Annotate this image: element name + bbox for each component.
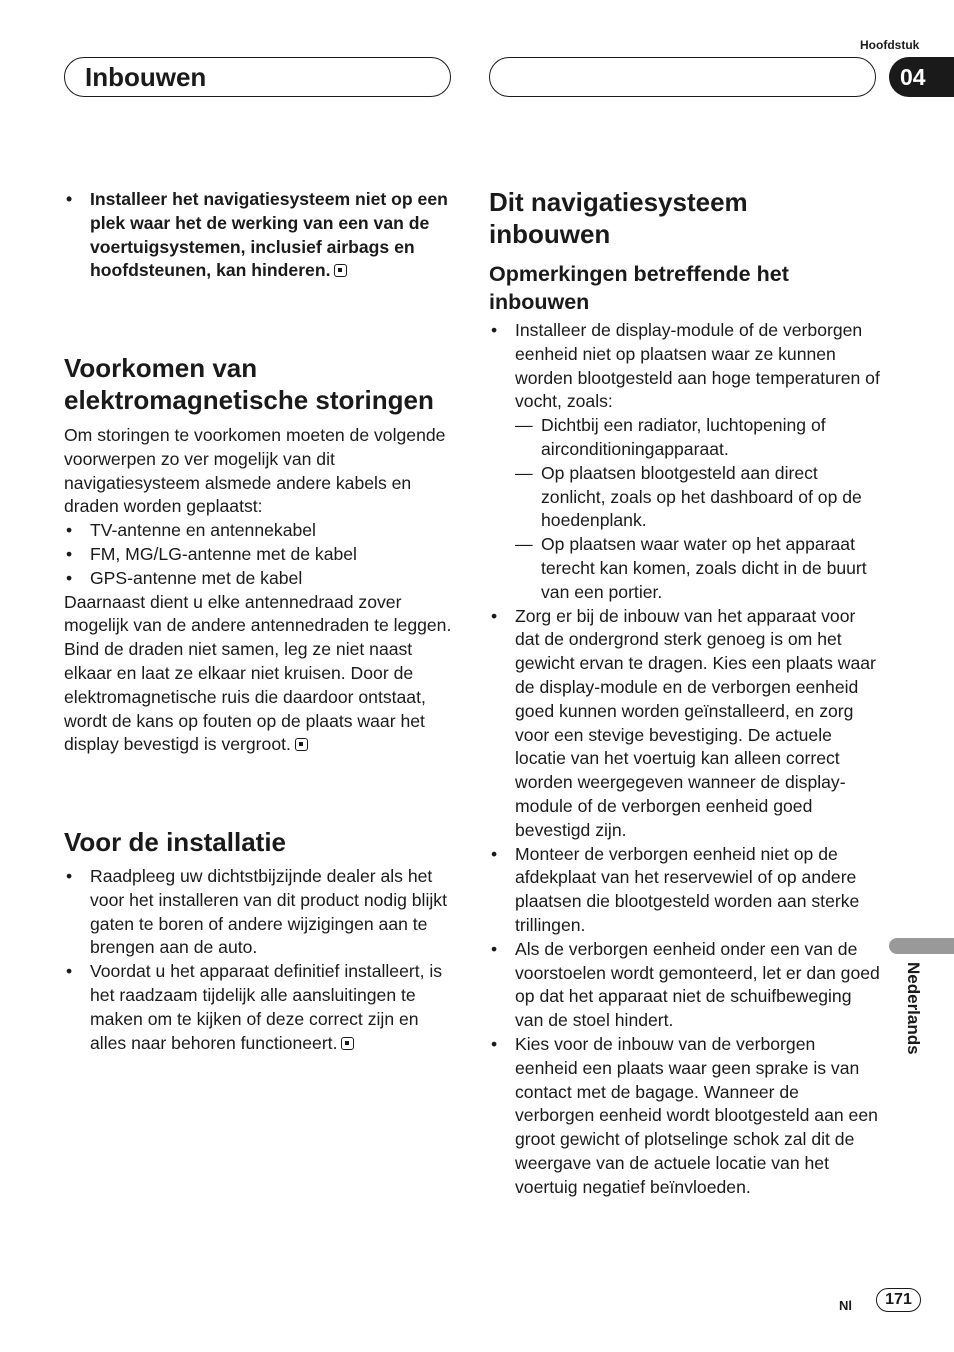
footer-language-code: Nl <box>839 1298 852 1313</box>
section-title: Inbouwen <box>85 62 207 92</box>
list-item: • Kies voor de inbouw van de verborgen eenheid een plaats waar geen sprake is van contact met de bagage. Wanneer de verborgen eenheid wordt blootgesteld aan een groot gewicht of plotselinge schok zal dit de weergave van de actuele locatie van het voertuig negatief beïnvloeden. <box>489 1033 881 1200</box>
list-item: • Zorg er bij de inbouw van het apparaat voor dat de ondergrond sterk genoeg is om het gewicht ervan te dragen. Kies een plaats waar de display-module en de verborgen eenheid goed kunnen worden geïnstalleerd, en zorg voor een stevige bevestiging. De actuele locatie van het voertuig kan alleen correct worden weergegeven wanneer de display-module of de verborgen eenheid goed bevestigd zijn. <box>489 605 881 843</box>
header-empty-box <box>489 57 876 97</box>
list-item: • Monteer de verborgen eenheid niet op de afdekplaat van het reservewiel of op andere plaatsen die blootgesteld worden aan sterke trillingen. <box>489 843 881 938</box>
list-item: • GPS-antenne met de kabel <box>64 567 456 591</box>
install-subheading: Opmerkingen betreffende het inbouwen <box>489 262 789 314</box>
list-item: • Installeer de display-module of de verborgen eenheid niet op plaatsen waar ze kunnen worden blootgesteld aan hoge temperaturen of vocht, zoals: — Dichtbij een radiator, luchtopening of airconditioningapparaat. — Op plaatsen blootgesteld aan direct zonlicht, zoals op het dashboard of op de hoedenplank. — Op plaatsen waar water op het apparaat terecht kan komen, zoals dicht in de buurt van een portier. <box>489 319 881 605</box>
list-item: • Installeer het navigatiesysteem niet op een plek waar het de werking van een van de voertuigsystemen, inclusief airbags en hoofdsteunen, kan hinderen. <box>64 188 454 283</box>
list-item: • Raadpleeg uw dichtstbijzijnde dealer als het voor het installeren van dit product nodig blijkt gaten te boren of andere wijzigingen aan te brengen aan de auto. <box>64 865 456 960</box>
list-item: • Als de verborgen eenheid onder een van de voorstoelen wordt gemonteerd, let er dan goed op dat het apparaat niet de schuifbeweging van de stoel hindert. <box>489 938 881 1033</box>
emi-body: Daarnaast dient u elke antennedraad zover mogelijk van de andere antennedraden te leggen. Bind de draden niet samen, leg ze niet naast elkaar en laat ze elkaar niet kruisen. Door de elektromagnetische ruis die daardoor ontstaat, wordt de kans op fouten op de plaats waar het display bevestigd is vergroot. <box>64 591 452 755</box>
install-heading: Dit navigatiesysteem inbouwen <box>489 187 748 249</box>
left-intro <box>64 188 454 283</box>
chapter-label: Hoofdstuk <box>860 38 920 52</box>
end-mark-icon <box>334 264 347 277</box>
list-item: • FM, MG/LG-antenne met de kabel <box>64 543 456 567</box>
end-mark-icon <box>341 1037 354 1050</box>
language-label: Nederlands <box>904 962 923 1055</box>
dash-item: — Op plaatsen waar water op het apparaat terecht kan komen, zoals dicht in de buurt van een portier. <box>515 533 881 604</box>
before-installation-section <box>64 826 456 1055</box>
emi-intro: Om storingen te voorkomen moeten de volgende voorwerpen zo ver mogelijk van dit navigatiesysteem alsmede andere kabels en draden worden geplaatst: <box>64 425 446 517</box>
dash-item: — Dichtbij een radiator, luchtopening of airconditioningapparaat. <box>515 414 881 462</box>
emi-section <box>64 352 456 757</box>
page-number: 171 <box>876 1288 921 1312</box>
install-section <box>489 186 881 1199</box>
list-item: • TV-antenne en antennekabel <box>64 519 456 543</box>
list-item: • Voordat u het apparaat definitief installeert, is het raadzaam tijdelijk alle aansluitingen te maken om te kijken of deze correct zijn en alles naar behoren functioneert. <box>64 960 456 1055</box>
section-title-box <box>64 57 451 97</box>
chapter-number-badge: 04 <box>889 57 954 97</box>
dash-item: — Op plaatsen blootgesteld aan direct zonlicht, zoals op het dashboard of op de hoedenplank. <box>515 462 881 533</box>
emi-heading: Voorkomen van elektromagnetische storingen <box>64 353 434 415</box>
end-mark-icon <box>295 738 308 751</box>
before-installation-heading: Voor de installatie <box>64 827 287 857</box>
language-tab <box>889 938 954 954</box>
